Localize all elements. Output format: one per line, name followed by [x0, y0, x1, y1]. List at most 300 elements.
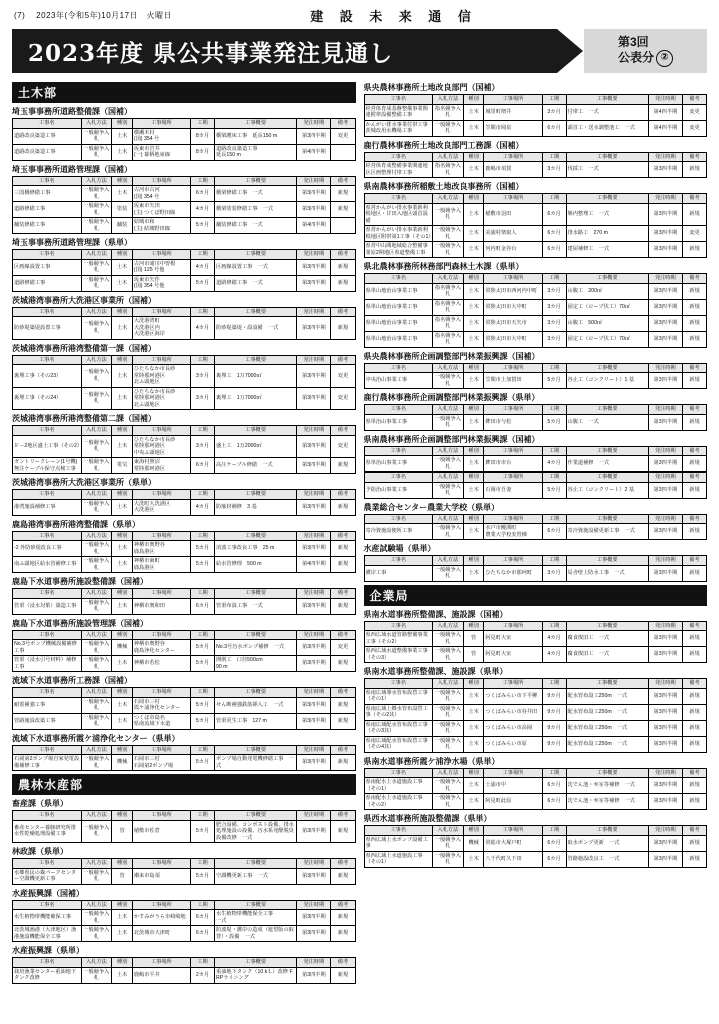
table-cell: 高圧ケーブル修繕 一式	[215, 458, 297, 474]
table-cell: 第3四半期	[297, 820, 331, 843]
table-cell: 5カ月	[191, 713, 215, 729]
table-cell: 石岡市三村 石岡第2ポンプ場	[132, 755, 190, 771]
column-header: 種別	[112, 630, 133, 640]
table-cell: 第3四半期	[648, 283, 682, 299]
table-cell: 新規	[682, 736, 706, 752]
table-cell: 神栖市若松	[132, 656, 190, 672]
project-table	[12, 687, 356, 730]
table-cell: 土木	[112, 598, 133, 614]
column-header: 発注時期	[648, 621, 682, 631]
table-cell: 新規	[331, 541, 355, 557]
column-header: 入札方法	[433, 826, 464, 836]
table-cell: 裏埋工事（その24）	[13, 387, 82, 410]
column-header: 工事名	[364, 621, 433, 631]
column-header: 工期	[191, 531, 215, 541]
column-header: 備考	[682, 556, 706, 566]
column-header: 種別	[463, 274, 484, 284]
table-cell: 新規	[682, 794, 706, 810]
table-cell: 土木	[112, 910, 133, 926]
project-table	[364, 404, 708, 431]
table-cell: 護岸工事	[364, 565, 433, 581]
column-header: 備考	[331, 176, 355, 186]
group-heading: 畜産課（県単）	[12, 799, 68, 808]
table-cell: -2 外防砂堤改良工事	[13, 541, 82, 557]
column-header: 発注時期	[297, 859, 331, 869]
group-heading: 水産振興課（国補）	[12, 888, 84, 898]
table-cell: 河内町金谷台	[484, 242, 542, 258]
table-cell: 4カ月	[542, 456, 566, 472]
table-cell: 橋梁護床工事 延長150 m	[215, 128, 297, 144]
table-row	[364, 373, 707, 389]
table-row	[364, 565, 707, 581]
table-cell: 一般競争入札	[81, 557, 112, 573]
table-cell: 第3四半期	[648, 720, 682, 736]
table-cell: 第3四半期	[648, 456, 682, 472]
table-cell: せん断補強鉄筋挿入工 一式	[215, 697, 297, 713]
table-header-row	[13, 688, 356, 698]
column-header: 備考	[331, 859, 355, 869]
column-header: 種別	[463, 556, 484, 566]
table-cell: 3カ月	[542, 162, 566, 178]
table-cell: 土木	[463, 331, 484, 347]
table-cell: 第3四半期	[297, 656, 331, 672]
table-cell: No.3号ポンプ機械設備補修工事	[13, 640, 82, 656]
column-header: 工事名	[13, 589, 82, 599]
table-cell: 3カ月	[542, 283, 566, 299]
table-cell: 美浦村楽取人	[484, 226, 542, 242]
column-header: 工事場所	[132, 745, 190, 755]
column-header: 入札方法	[433, 679, 464, 689]
table-cell: 指名競争入札	[433, 299, 464, 315]
column-header: 工期	[542, 405, 566, 415]
column-header: 発注時期	[297, 426, 331, 436]
column-header: 備考	[331, 900, 355, 910]
column-header: 種別	[463, 405, 484, 415]
table-cell: 鹿嶋市平井	[132, 967, 190, 983]
table-cell: 5カ月	[191, 656, 215, 672]
column-header: 工事概要	[566, 363, 648, 373]
column-header: 工事概要	[566, 473, 648, 483]
table-cell: ポンプ場自動発電機修繕工事 一式	[215, 755, 297, 771]
table-cell: 第3四半期	[648, 226, 682, 242]
column-header: 工事場所	[132, 630, 190, 640]
column-header: 工事概要	[215, 859, 297, 869]
table-cell: 管	[463, 631, 484, 647]
column-header: 工期	[191, 176, 215, 186]
group-heading: 埼玉事事務所道路管理課（国補）	[12, 164, 132, 174]
table-cell: 新規	[682, 456, 706, 472]
table-cell: 第3四半期	[648, 414, 682, 430]
column-header: 工事概要	[215, 250, 297, 260]
table-cell: 第3四半期	[297, 458, 331, 474]
table-cell: 舗装修繕工事	[13, 218, 82, 234]
table-cell: 変更	[682, 120, 706, 136]
table-cell: 5カ月	[191, 868, 215, 884]
table-cell: 新規	[331, 926, 355, 942]
table-cell: 4カ月	[191, 317, 215, 340]
table-header-row	[13, 859, 356, 869]
table-cell: 塗装	[112, 202, 133, 218]
table-cell: No.3号汚水ポンプ補修 一式	[215, 640, 297, 656]
table-cell: 新規	[682, 565, 706, 581]
column-header: 工事名	[13, 176, 82, 186]
right-column	[364, 79, 708, 984]
table-cell: 新規	[331, 910, 355, 926]
column-header: 発注時期	[648, 405, 682, 415]
table-cell: 3カ月	[191, 435, 215, 458]
table-cell: 第3四半期	[297, 868, 331, 884]
table-cell: 管	[463, 647, 484, 663]
table-cell: 変更	[331, 435, 355, 458]
column-header: 入札方法	[81, 811, 112, 821]
table-row	[364, 720, 707, 736]
column-header: 発注時期	[297, 811, 331, 821]
table-header-row	[13, 426, 356, 436]
table-cell: 水生植物帯機能保全工事 一式	[215, 910, 297, 926]
column-header: 備考	[682, 95, 706, 105]
column-header: 工期	[542, 446, 566, 456]
table-cell: 第3四半期	[648, 688, 682, 704]
group-heading: 鹿島下水道事務所施設管理課（国補）	[12, 618, 148, 628]
table-cell: 一般競争入札	[433, 851, 464, 867]
table-cell: 第3四半期	[648, 162, 682, 178]
column-header: 備考	[331, 490, 355, 500]
column-header: 工期	[191, 745, 215, 755]
table-cell: 電気	[112, 458, 133, 474]
table-cell: 県単山地治山事業工事	[364, 283, 433, 299]
column-header: 備考	[682, 363, 706, 373]
column-header: 工期	[191, 119, 215, 129]
column-header: 工期	[542, 514, 566, 524]
table-cell: 新規	[682, 203, 706, 226]
table-header-row	[364, 514, 707, 524]
column-header: 発注時期	[297, 531, 331, 541]
table-cell: 栽培漁業センター重油地下タンク改修	[13, 967, 82, 983]
group-heading: 茨城港湾事務所大洗港区事業所（国補）	[12, 295, 156, 305]
table-cell: 変更	[331, 128, 355, 144]
group-heading: 県南農林事務所稲敷土地改良事務所（国補）	[363, 182, 524, 191]
table-cell: 土木	[112, 317, 133, 340]
table-row	[364, 794, 707, 810]
table-cell: 管路施設改築工事	[13, 713, 82, 729]
column-header: 工期	[542, 363, 566, 373]
table-cell: 空調機更新工事 一式	[215, 868, 297, 884]
column-header: 備考	[682, 768, 706, 778]
table-cell: 県南広域配水管布設替工事（その3其）	[364, 720, 433, 736]
table-cell: 土木	[112, 186, 133, 202]
column-header: 工事概要	[566, 514, 648, 524]
table-cell: 土木	[463, 373, 484, 389]
table-cell: 土木	[112, 967, 133, 983]
table-cell: 神栖市奥野谷 鹿島浄化センター	[132, 640, 190, 656]
table-row	[13, 926, 356, 942]
column-header: 工事名	[13, 426, 82, 436]
table-cell: 一般競争入札	[81, 598, 112, 614]
table-cell: 土木	[112, 259, 133, 275]
project-table	[364, 621, 708, 664]
column-header: 種別	[463, 363, 484, 373]
project-table	[12, 900, 356, 943]
table-cell: 一般競争入札	[81, 435, 112, 458]
column-header: 工事概要	[215, 531, 297, 541]
column-header: 工事場所	[484, 274, 542, 284]
project-table	[12, 588, 356, 615]
group-heading: 県央農林事務所土地改良部門（国補）	[363, 83, 500, 92]
table-cell: 伐採工 一式	[566, 162, 648, 178]
table-cell: つくばみらい市高岡	[484, 720, 542, 736]
table-cell: 鹿嶋市須賀	[484, 162, 542, 178]
table-cell: 土浦市中	[484, 778, 542, 794]
column-header: 工期	[191, 958, 215, 968]
column-header: 発注時期	[648, 473, 682, 483]
table-header-row	[13, 745, 356, 755]
table-cell: 3カ月	[542, 104, 566, 120]
table-row	[13, 186, 356, 202]
column-header: 発注時期	[297, 250, 331, 260]
table-cell: 6カ月	[542, 851, 566, 867]
column-header: 工事名	[13, 958, 82, 968]
column-header: 工事場所	[132, 250, 190, 260]
table-cell: 谷止工（コンクリート）2 基	[566, 482, 648, 498]
table-cell: 固定工（ロープ伏工）70㎡	[566, 331, 648, 347]
table-header-row	[364, 446, 707, 456]
column-header: 工期	[191, 490, 215, 500]
table-row	[13, 499, 356, 515]
table-header-row	[364, 95, 707, 105]
column-header: 工事名	[364, 274, 433, 284]
table-cell: 土木	[463, 778, 484, 794]
table-header-row	[13, 250, 356, 260]
table-row	[13, 868, 356, 884]
table-row	[364, 120, 707, 136]
column-header: 工事名	[13, 630, 82, 640]
column-header: 工事場所	[484, 473, 542, 483]
table-cell: 腐食復旧工 一式	[566, 631, 648, 647]
column-header: 備考	[682, 446, 706, 456]
table-row	[364, 736, 707, 752]
table-cell: 6カ月	[542, 120, 566, 136]
project-table	[12, 307, 356, 340]
table-cell: 水生植物帯機能確保工事	[13, 910, 82, 926]
column-header: 工事概要	[566, 274, 648, 284]
column-header: 備考	[331, 426, 355, 436]
column-header: 種別	[112, 958, 133, 968]
table-cell: 土木	[463, 299, 484, 315]
column-header: 備考	[682, 621, 706, 631]
column-header: 工事概要	[566, 679, 648, 689]
table-cell: 神栖市奥野谷 鹿島港区	[132, 541, 190, 557]
table-cell: 北茨城市大津町	[132, 926, 190, 942]
column-header: 工事概要	[566, 621, 648, 631]
project-table	[12, 810, 356, 843]
edition-circle-number: ②	[656, 50, 673, 67]
table-cell: 重油地下タンク（10 kＬ）改修 FRPライニング	[215, 967, 297, 983]
table-cell: 横瀬木村 (国) 354 号	[132, 128, 190, 144]
table-cell: 土木	[112, 499, 133, 515]
table-cell: 土木	[463, 794, 484, 810]
table-cell: 5カ月	[191, 541, 215, 557]
column-header: 発注時期	[297, 490, 331, 500]
table-cell: 6カ月	[542, 242, 566, 258]
table-cell: 阿見町此原	[484, 794, 542, 810]
group-heading: 農業総合センター農業大学校（県単）	[363, 502, 500, 512]
table-cell: ひたちなか市長砂 常陸那珂港区 北ふ頭地区	[132, 387, 190, 410]
group-heading: 県南水道事務所霞ケ浦浄水場（県単）	[363, 756, 500, 766]
table-cell: 第3四半期	[648, 851, 682, 867]
table-cell: 新規	[331, 697, 355, 713]
table-cell: 阿見町大室	[484, 631, 542, 647]
table-cell: 北茨城漁港（大津地区）漁港施設機能保全工事	[13, 926, 82, 942]
column-header: 工期	[191, 688, 215, 698]
table-cell: 第3四半期	[648, 315, 682, 331]
column-header: 備考	[331, 119, 355, 129]
table-cell: 一般競争入札	[81, 755, 112, 771]
column-header: 工事場所	[484, 95, 542, 105]
column-header: 入札方法	[433, 768, 464, 778]
table-row	[364, 299, 707, 315]
project-table	[364, 555, 708, 582]
column-header: 入札方法	[81, 490, 112, 500]
column-header: 工期	[191, 307, 215, 317]
table-cell: 新規	[331, 820, 355, 843]
table-cell: つくばみらい市谷井田	[484, 704, 542, 720]
table-cell: 3カ月	[191, 387, 215, 410]
table-cell: 新規	[682, 631, 706, 647]
table-cell: 予防治山事業工事	[364, 482, 433, 498]
table-row	[13, 144, 356, 160]
column-header: 発注時期	[297, 958, 331, 968]
table-row	[364, 704, 707, 720]
column-header: 種別	[463, 826, 484, 836]
table-cell: 新規	[331, 317, 355, 340]
table-cell: 防舷材補修 3 基	[215, 499, 297, 515]
table-cell: 一般競争入札	[433, 794, 464, 810]
table-cell: 一般競争入札	[81, 202, 112, 218]
table-cell: 一般競争入札	[433, 373, 464, 389]
column-header: 工事概要	[566, 826, 648, 836]
table-cell: 配水管布設工250m 一式	[566, 688, 648, 704]
table-cell: 舗装	[112, 218, 133, 234]
table-cell: 土木	[112, 144, 133, 160]
table-cell: 土木	[463, 414, 484, 430]
project-table	[12, 249, 356, 292]
table-cell: 区画線設置工事 一式	[215, 259, 297, 275]
column-header: 工事名	[364, 194, 433, 204]
group-heading: 鹿行農林事務所土地改良部門工務課（国補）	[363, 140, 524, 150]
table-header-row	[13, 900, 356, 910]
table-cell: 新規	[331, 557, 355, 573]
table-cell: 土木	[463, 688, 484, 704]
column-header: 工期	[542, 95, 566, 105]
column-header: 備考	[682, 514, 706, 524]
table-cell: 一般競争入札	[433, 482, 464, 498]
column-header: 発注時期	[648, 768, 682, 778]
column-header: 工事概要	[566, 556, 648, 566]
table-cell: 一般競争入札	[81, 218, 112, 234]
column-header: 工事場所	[132, 589, 190, 599]
column-header: 工事概要	[215, 426, 297, 436]
column-header: 工事名	[364, 405, 433, 415]
project-table	[12, 176, 356, 235]
column-header: 備考	[331, 630, 355, 640]
table-header-row	[364, 621, 707, 631]
content-columns	[0, 79, 719, 984]
column-header: 発注時期	[297, 355, 331, 365]
table-row	[13, 967, 356, 983]
table-cell: 石岡市三村 霞ケ浦浄化センター	[132, 697, 190, 713]
table-cell: 配水管布設工250m 一式	[566, 704, 648, 720]
column-header: 種別	[112, 355, 133, 365]
table-cell: 水郷県民の森パークセンター空調機更新工事	[13, 868, 82, 884]
table-cell: 第3四半期	[297, 186, 331, 202]
column-header: 工期	[191, 426, 215, 436]
table-cell: 港湾施設補修工事	[13, 499, 82, 515]
table-cell: 5カ月	[191, 697, 215, 713]
table-header-row	[13, 589, 356, 599]
column-header: 発注時期	[648, 194, 682, 204]
column-header: 発注時期	[648, 556, 682, 566]
table-cell: 経営体育成基盤整備事業関連附帯設備整備工事	[364, 104, 433, 120]
table-row	[364, 226, 707, 242]
table-cell: 4カ月	[191, 499, 215, 515]
column-header: 工事場所	[132, 176, 190, 186]
table-cell: 一般競争入札	[81, 541, 112, 557]
group-heading: 茨城港湾事務所港湾整備第二課（国補）	[12, 414, 156, 423]
table-cell: 6カ月	[191, 910, 215, 926]
table-cell: 5カ月	[191, 820, 215, 843]
table-cell: 9カ月	[542, 688, 566, 704]
table-cell: 稲敷市佐倉	[132, 820, 190, 843]
group-heading: 茨城港湾事務所港湾整備第一課（国補）	[12, 343, 156, 353]
table-cell: 城里町増井	[484, 104, 542, 120]
table-cell: 第3四半期	[648, 736, 682, 752]
table-cell: 経営体育成整備事業関連地区区画整理付帯工事	[364, 162, 433, 178]
column-header: 工事概要	[566, 152, 648, 162]
table-cell: 一般競争入札	[433, 736, 464, 752]
column-header: 発注時期	[297, 176, 331, 186]
table-cell: 神栖市東町 鹿島港区	[132, 557, 190, 573]
table-cell: 道路改良築造工事 延長150 m	[215, 144, 297, 160]
table-cell: 一般競争入札	[81, 967, 112, 983]
table-cell: 県単治山事業工事	[364, 456, 433, 472]
table-cell: 新規	[682, 524, 706, 540]
table-cell: 第3四半期	[297, 387, 331, 410]
column-header: 工事場所	[484, 679, 542, 689]
table-cell: 県単山地治山事業工事	[364, 299, 433, 315]
left-column	[12, 79, 356, 984]
column-header: 種別	[112, 859, 133, 869]
column-header: 入札方法	[81, 859, 112, 869]
table-cell: 第4四半期	[648, 104, 682, 120]
group-heading: 水産試験場（県単）	[363, 544, 436, 553]
table-cell: 土木	[112, 557, 133, 573]
column-header: 工事場所	[484, 768, 542, 778]
column-header: 工事概要	[215, 811, 297, 821]
table-cell: 管渠（浸水対策）築造工事	[13, 598, 82, 614]
column-header: 工事名	[364, 514, 433, 524]
column-header: 工期	[542, 679, 566, 689]
group-heading: 県南水道事務所整備課、施設課（県単）	[363, 667, 508, 676]
column-header: 入札方法	[433, 194, 464, 204]
column-header: 工事名	[364, 556, 433, 566]
table-cell: 新規	[331, 259, 355, 275]
table-cell: 配水管布設工250m 一式	[566, 736, 648, 752]
table-cell: 管	[112, 868, 133, 884]
table-cell: 指名競争入札	[433, 283, 464, 299]
table-cell: 土木	[112, 435, 133, 458]
table-cell: 一般競争入札	[81, 458, 112, 474]
group-heading: 鹿島港湾事務所港湾整備課（県単）	[12, 519, 140, 529]
